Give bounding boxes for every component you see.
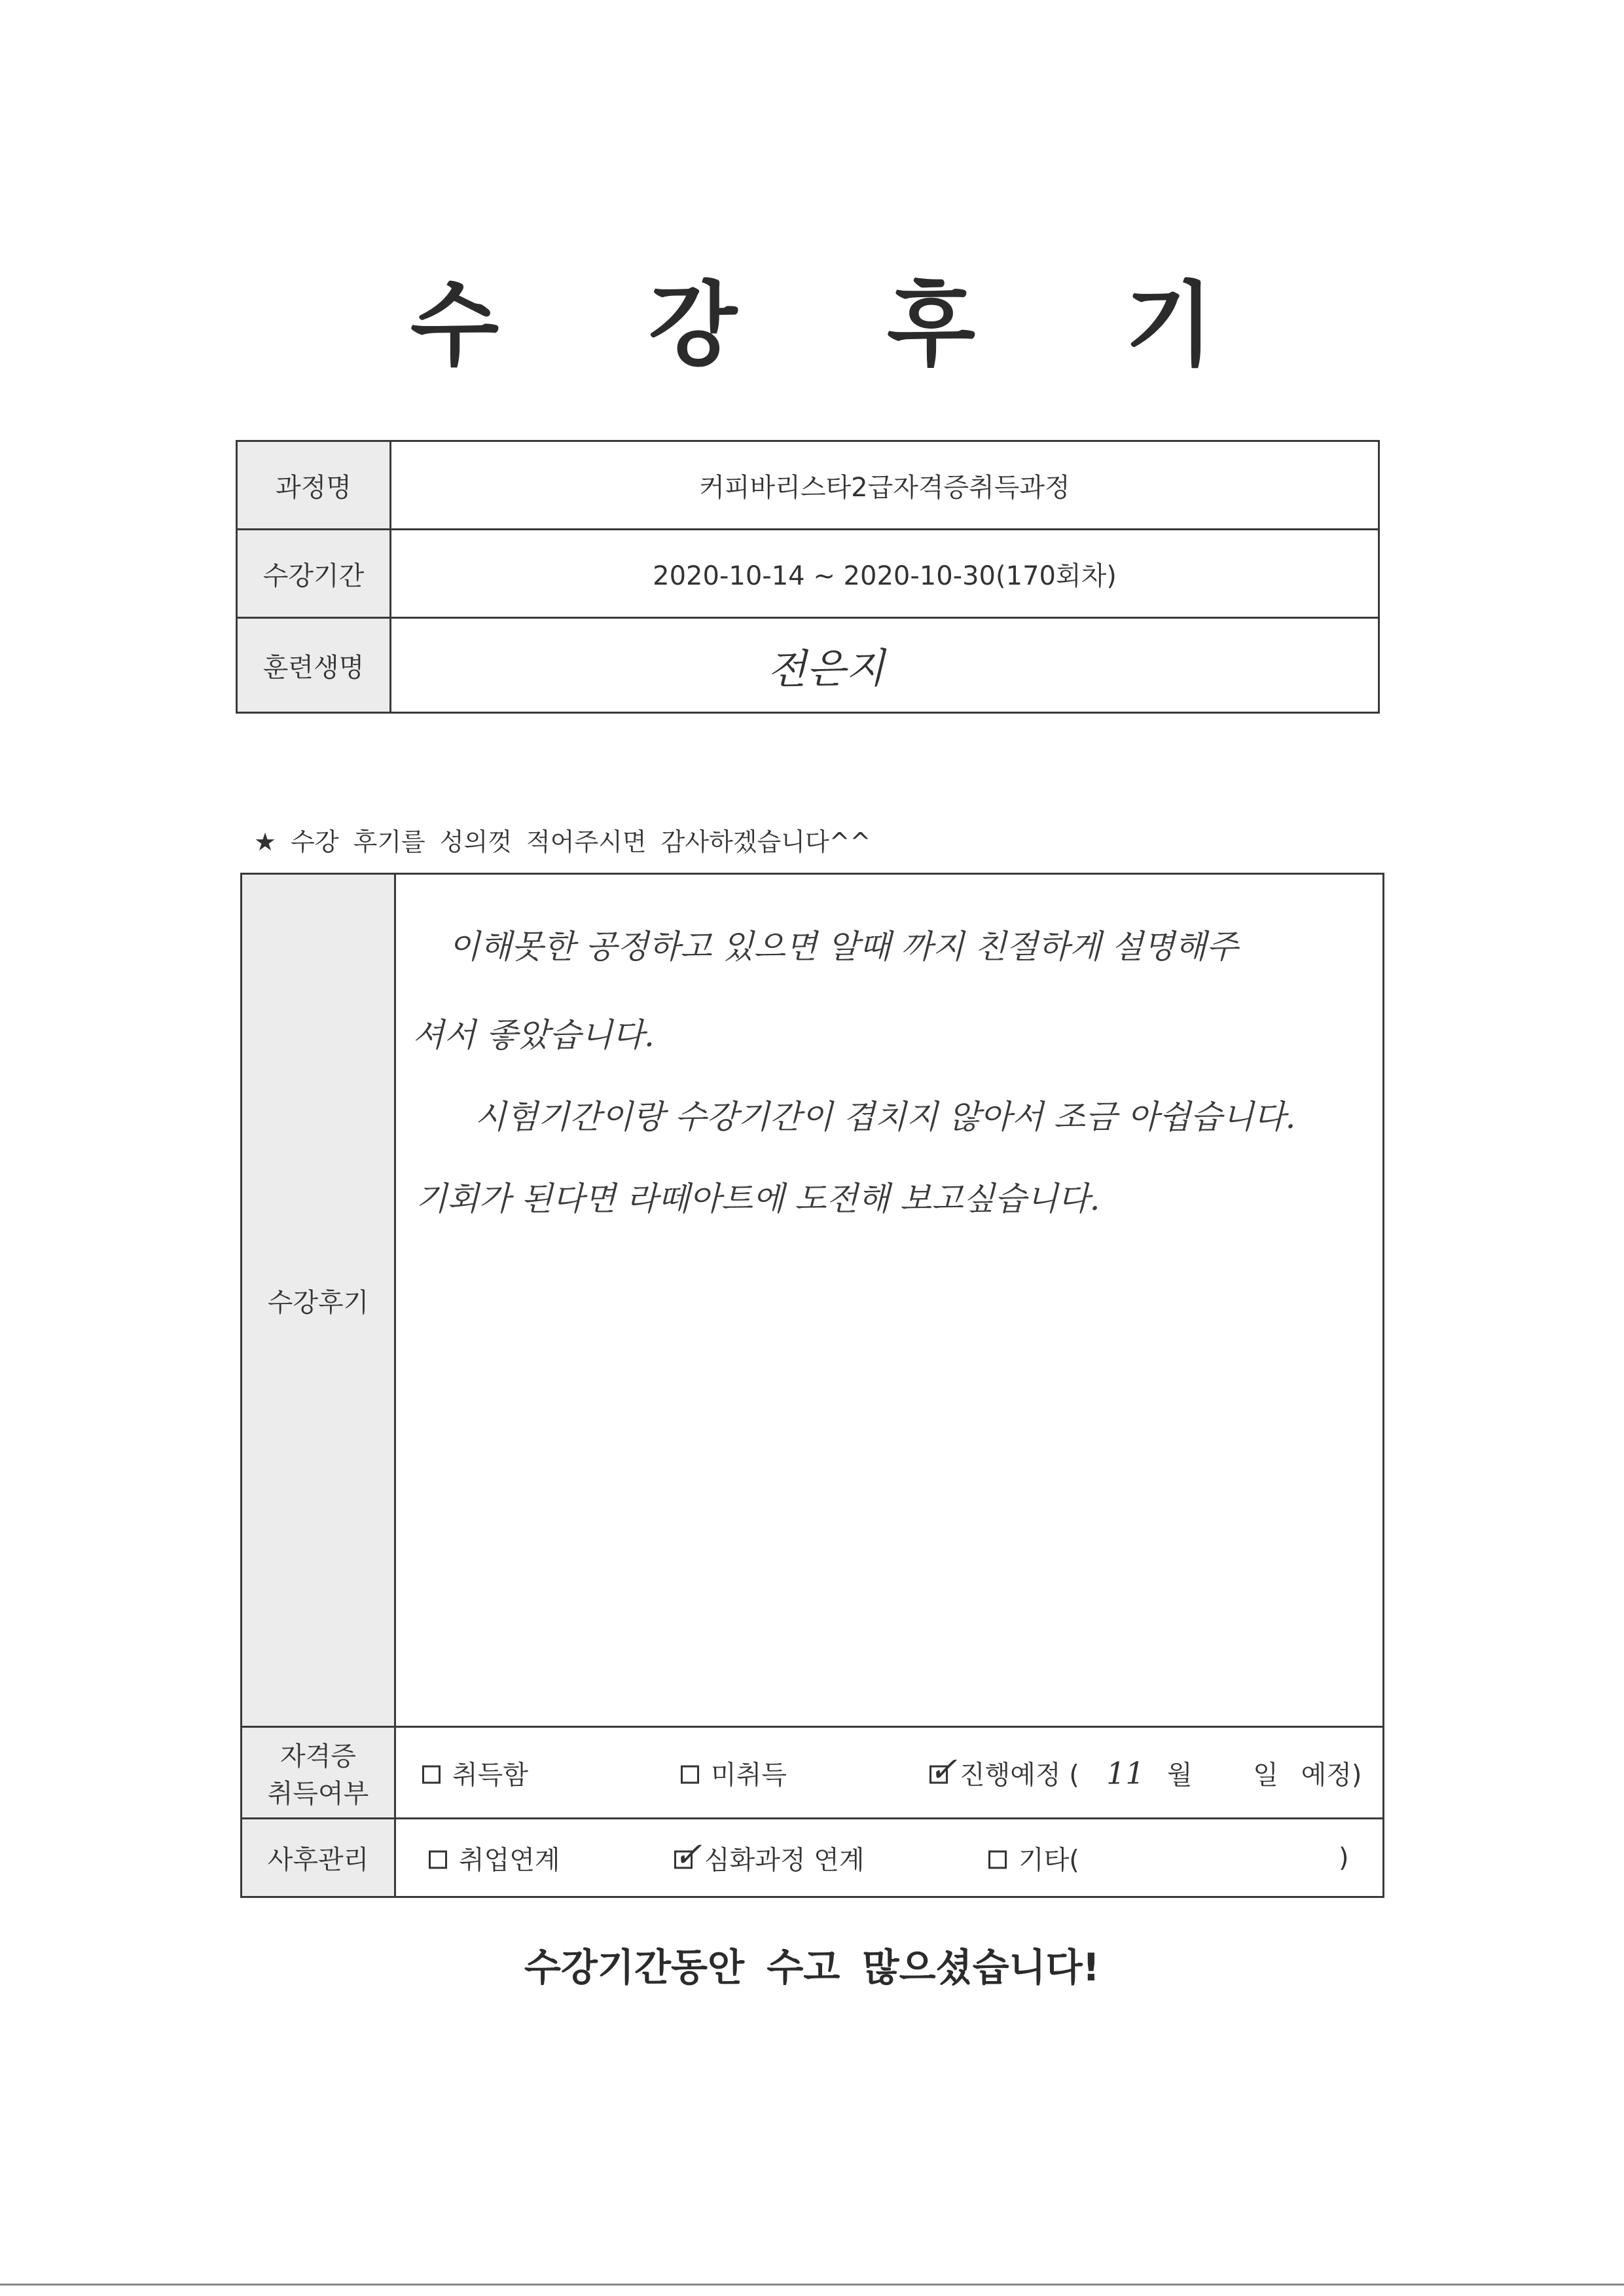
cert-suffix: 예정) bbox=[1301, 1760, 1362, 1790]
review-label: 수강후기 bbox=[242, 874, 395, 1727]
checkmark-icon: ✓ bbox=[929, 1750, 958, 1789]
followup-other-close: ) bbox=[1339, 1842, 1349, 1873]
trainee-name-label: 훈련생명 bbox=[237, 618, 391, 713]
followup-label: 사후관리 bbox=[242, 1819, 395, 1897]
cert-month-handwritten: 11 bbox=[1106, 1755, 1145, 1791]
cert-acquired-label: 취득함 bbox=[452, 1760, 528, 1790]
review-content-cell bbox=[395, 874, 1384, 1727]
period-label: 수강기간 bbox=[237, 530, 391, 618]
document-title: 수 강 후 기 bbox=[410, 272, 1273, 379]
review-line: 이해못한 공정하고 있으면 알때 까지 친절하게 설명해주 bbox=[448, 928, 1238, 966]
checkbox-unchecked-icon[interactable] bbox=[422, 1765, 441, 1783]
checkmark-icon: ✓ bbox=[674, 1835, 702, 1874]
followup-employment-option[interactable] bbox=[429, 1839, 560, 1876]
followup-other-option[interactable] bbox=[988, 1839, 1079, 1876]
followup-advanced-option[interactable] bbox=[674, 1835, 865, 1876]
cert-not-acquired-label: 미취득 bbox=[711, 1760, 787, 1790]
cert-status-label-line1: 자격증 bbox=[280, 1741, 356, 1772]
cert-in-progress-option[interactable] bbox=[929, 1750, 1362, 1791]
checkbox-checked-icon[interactable] bbox=[674, 1835, 702, 1874]
trainee-name-handwritten: 전은지 bbox=[767, 644, 885, 693]
cert-day-unit: 일 bbox=[1253, 1760, 1278, 1790]
period-value: 2020-10-14 ~ 2020-10-30(170회차) bbox=[391, 530, 1379, 618]
cert-status-label bbox=[242, 1727, 395, 1819]
cert-not-acquired-option[interactable] bbox=[681, 1754, 787, 1791]
checkbox-unchecked-icon[interactable] bbox=[429, 1850, 447, 1868]
review-line: 셔서 좋았습니다. bbox=[412, 1016, 655, 1054]
cert-status-options bbox=[395, 1727, 1384, 1819]
closing-message: 수강기간동안 수고 많으셨습니다! bbox=[524, 1945, 1100, 1990]
cert-month-unit: 월 bbox=[1166, 1760, 1193, 1790]
followup-advanced-label: 심화과정 연계 bbox=[704, 1845, 865, 1875]
review-line: 시험기간이랑 수강기간이 겹치지 않아서 조금 아쉽습니다. bbox=[475, 1098, 1296, 1136]
review-line: 기회가 된다면 라떼아트에 도전해 보고싶습니다. bbox=[416, 1180, 1100, 1218]
course-name-value: 커피바리스타2급자격증취득과정 bbox=[391, 441, 1379, 530]
checkbox-unchecked-icon[interactable] bbox=[681, 1765, 699, 1783]
cert-acquired-option[interactable] bbox=[422, 1754, 528, 1791]
review-table bbox=[240, 873, 1384, 1898]
trainee-name-cell bbox=[391, 618, 1379, 713]
checkbox-checked-icon[interactable] bbox=[929, 1750, 958, 1789]
followup-other-label: 기타( bbox=[1019, 1845, 1079, 1875]
cert-in-progress-label: 진행예정 ( bbox=[960, 1760, 1079, 1790]
review-handwriting bbox=[396, 875, 1382, 1726]
review-instruction: ★ 수강 후기를 성의껏 적어주시면 감사하겠습니다^^ bbox=[254, 828, 871, 856]
page-bottom-rule bbox=[0, 2284, 1624, 2286]
followup-options bbox=[395, 1819, 1384, 1897]
course-info-table bbox=[236, 440, 1380, 714]
followup-employment-label: 취업연계 bbox=[459, 1845, 560, 1875]
course-name-label: 과정명 bbox=[237, 441, 391, 530]
checkbox-unchecked-icon[interactable] bbox=[988, 1850, 1007, 1868]
cert-status-label-line2: 취득여부 bbox=[267, 1778, 369, 1809]
